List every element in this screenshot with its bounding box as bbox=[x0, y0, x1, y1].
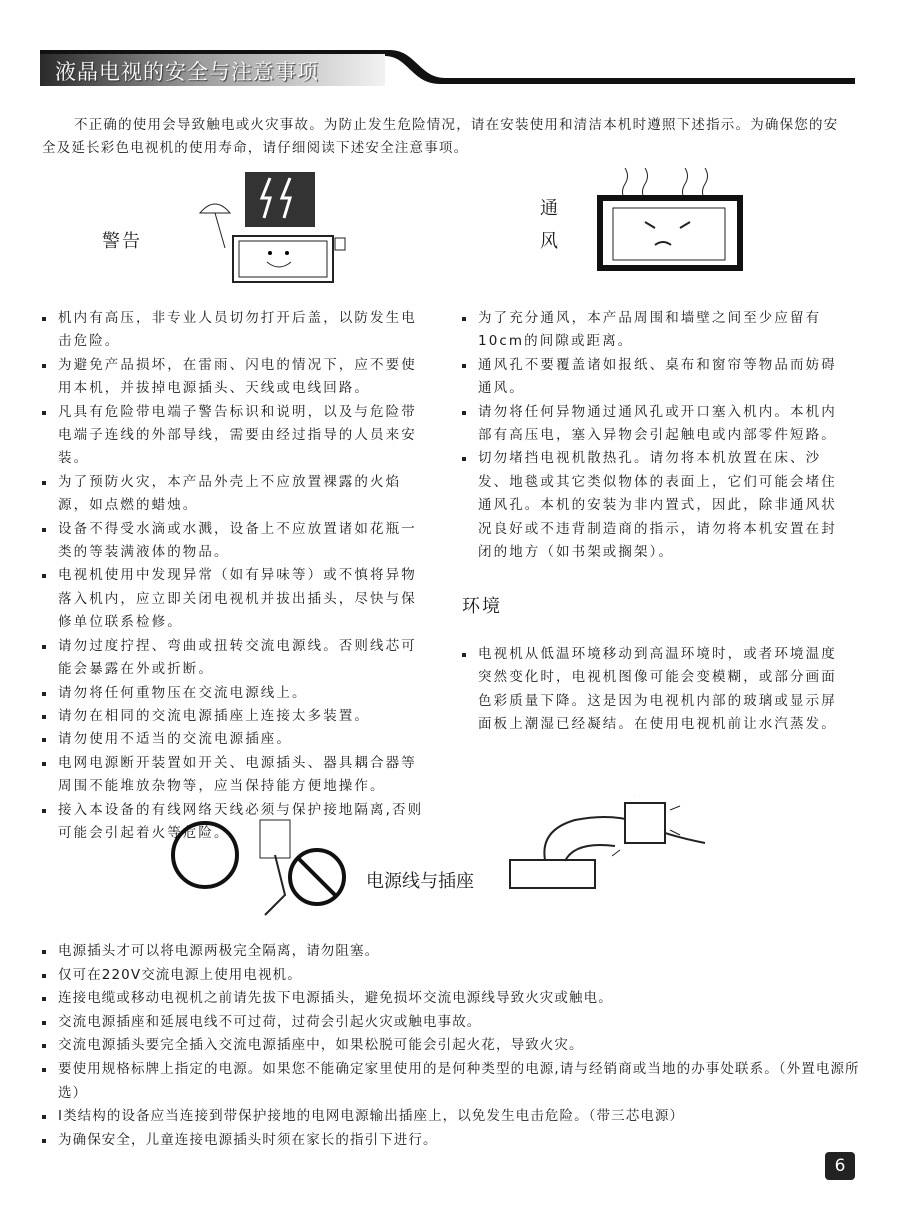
environment-list bbox=[462, 643, 852, 737]
warning-heading: 警告 bbox=[102, 231, 142, 252]
list-item: 连接电缆或移动电视机之前请先拔下电源插头，避免损坏交流电源线导致火灾或触电。 bbox=[42, 987, 862, 1011]
list-item: 切勿堵挡电视机散热孔。请勿将本机放置在床、沙发、地毯或其它类似物体的表面上，它们可能会堵住通风孔。本机的安装为非内置式，因此，除非通风状况良好或不违背制造商的指示，请勿将本机安置在封闭的地方（如书架或搁架）。 bbox=[462, 447, 852, 564]
list-item: 为避免产品损坏，在雷雨、闪电的情况下，应不要使用本机，并拔掉电源插头、天线或电线回路。 bbox=[42, 354, 432, 401]
environment-heading: 环境 bbox=[462, 596, 502, 617]
ventilation-tv-illustration bbox=[585, 160, 755, 280]
intro-paragraph: 不正确的使用会导致触电或火灾事故。为防止发生危险情况，请在安装使用和清洁本机时遵照下述指示。为确保您的安全及延长彩色电视机的使用寿命，请仔细阅读下述安全注意事项。 bbox=[42, 117, 839, 156]
warning-list bbox=[42, 307, 432, 845]
list-item: Ⅰ类结构的设备应当连接到带保护接地的电网电源输出插座上，以免发生电击危险。（带三芯电源） bbox=[42, 1105, 862, 1129]
list-item: 电网电源断开装置如开关、电源插头、器具耦合器等周围不能堆放杂物等，应当保持能方便地操作。 bbox=[42, 752, 432, 799]
warning-tv-illustration bbox=[195, 168, 355, 288]
list-item: 为了充分通风，本产品周围和墙壁之间至少应留有10cm的间隙或距离。 bbox=[462, 307, 852, 354]
list-item: 请勿将任何重物压在交流电源线上。 bbox=[42, 682, 432, 705]
list-item: 凡具有危险带电端子警告标识和说明，以及与危险带电端子连线的外部导线，需要由经过指导的人员来安装。 bbox=[42, 401, 432, 471]
list-item: 请勿将任何异物通过通风孔或开口塞入机内。本机内部有高压电，塞入异物会引起触电或内部零件短路。 bbox=[462, 401, 852, 448]
list-item: 设备不得受水滴或水溅，设备上不应放置诸如花瓶一类的等装满液体的物品。 bbox=[42, 518, 432, 565]
power-heading: 电源线与插座 bbox=[366, 871, 474, 892]
list-item: 接入本设备的有线网络天线必须与保护接地隔离,否则可能会引起着火等危险。 bbox=[42, 799, 432, 846]
power-plug-illustration bbox=[165, 795, 725, 920]
list-item: 为了预防火灾，本产品外壳上不应放置裸露的火焰源，如点燃的蜡烛。 bbox=[42, 471, 432, 518]
page-title: 液晶电视的安全与注意事项 bbox=[55, 60, 319, 84]
list-item: 机内有高压，非专业人员切勿打开后盖，以防发生电击危险。 bbox=[42, 307, 432, 354]
list-item: 为确保安全，儿童连接电源插头时须在家长的指引下进行。 bbox=[42, 1129, 862, 1153]
list-item: 要使用规格标牌上指定的电源。如果您不能确定家里使用的是何种类型的电源,请与经销商或当地的办事处联系。（外置电源所选） bbox=[42, 1058, 862, 1105]
list-item: 请勿过度拧捏、弯曲或扭转交流电源线。否则线芯可能会暴露在外或折断。 bbox=[42, 635, 432, 682]
page-number: 6 bbox=[825, 1152, 855, 1180]
list-item: 电视机从低温环境移动到高温环境时，或者环境温度突然变化时，电视机图像可能会变模糊，或部分画面色彩质量下降。这是因为电视机内部的玻璃或显示屏面板上潮湿已经凝结。在使用电视机前让水汽蒸发。 bbox=[462, 643, 852, 737]
ventilation-heading: 通风 bbox=[540, 198, 560, 252]
power-list bbox=[42, 940, 862, 1152]
list-item: 交流电源插座和延展电线不可过荷，过荷会引起火灾或触电事故。 bbox=[42, 1011, 862, 1035]
list-item: 交流电源插头要完全插入交流电源插座中，如果松脱可能会引起火花，导致火灾。 bbox=[42, 1034, 862, 1058]
list-item: 仅可在220V交流电源上使用电视机。 bbox=[42, 964, 862, 988]
list-item: 请勿在相同的交流电源插座上连接太多装置。 bbox=[42, 705, 432, 728]
list-item: 通风孔不要覆盖诸如报纸、桌布和窗帘等物品而妨碍通风。 bbox=[462, 354, 852, 401]
list-item: 电视机使用中发现异常（如有异味等）或不慎将异物落入机内，应立即关闭电视机并拔出插头，尽快与保修单位联系检修。 bbox=[42, 564, 432, 634]
list-item: 请勿使用不适当的交流电源插座。 bbox=[42, 728, 432, 751]
ventilation-list bbox=[462, 307, 852, 564]
list-item: 电源插头才可以将电源两极完全隔离，请勿阻塞。 bbox=[42, 940, 862, 964]
